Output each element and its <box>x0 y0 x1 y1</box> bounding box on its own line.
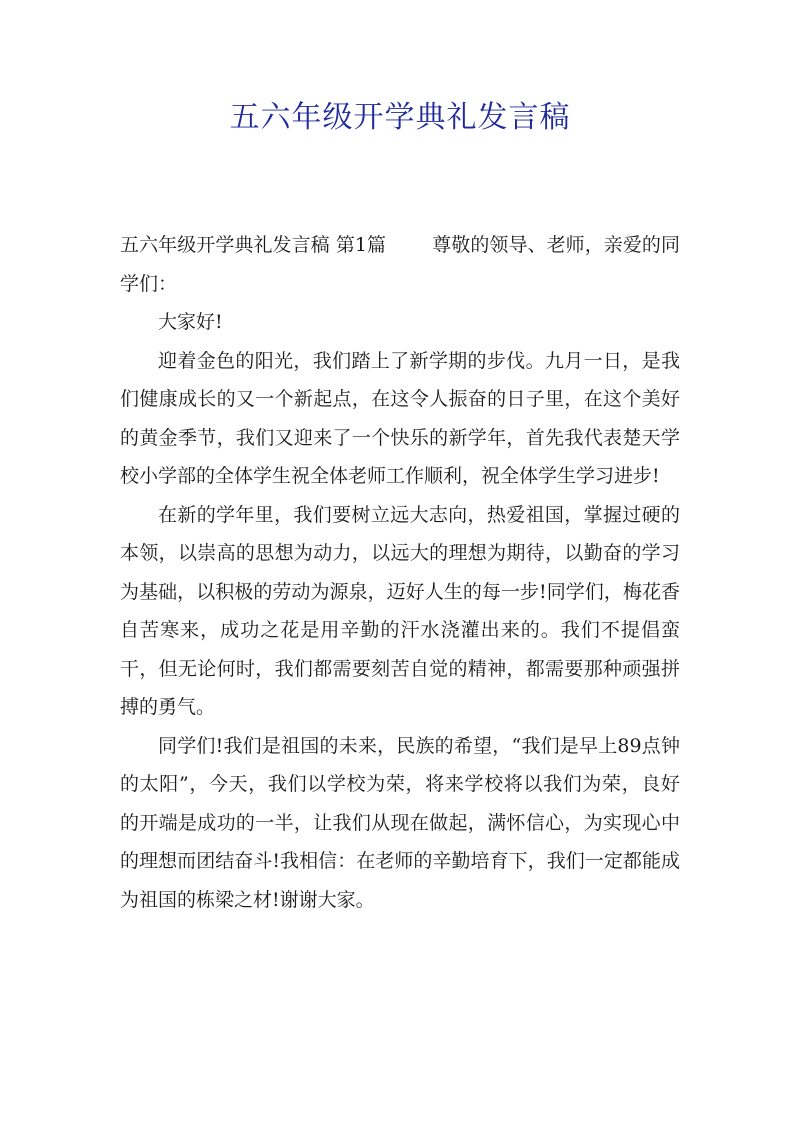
section-heading: 五六年级开学典礼发言稿 第1篇 <box>120 234 387 256</box>
greeting: 大家好! <box>158 311 223 333</box>
document-body <box>120 226 680 919</box>
document-title: 五六年级开学典礼发言稿 <box>229 100 571 135</box>
paragraph-3: 同学们!我们是祖国的未来，民族的希望，“我们是早上89点钟的太阳”，今天，我们以学校为荣，将来学校将以我们为荣，良好的开端是成功的一半，让我们从现在做起，满怀信心，为实现心中的理想而团结奋斗!我相信：在老师的辛勤培育下，我们一定都能成为祖国的栋梁之材!谢谢大家。 <box>120 734 680 911</box>
salutation: 尊敬的领导、老师，亲爱的同学们： <box>120 234 680 295</box>
opening-line <box>120 226 680 303</box>
paragraph-2: 在新的学年里，我们要树立远大志向，热爱祖国，掌握过硬的本领，以崇高的思想为动力，以远大的理想为期待，以勤奋的学习为基础，以积极的劳动为源泉，迈好人生的每一步!同学们，梅花香自苦寒来，成功之花是用辛勤的汗水浇灌出来的。我们不提倡蛮干，但无论何时，我们都需要刻苦自觉的精神，都需要那种顽强拼搏的勇气。 <box>120 503 680 718</box>
paragraph-1: 迎着金色的阳光，我们踏上了新学期的步伐。九月一日，是我们健康成长的又一个新起点，在这令人振奋的日子里，在这个美好的黄金季节，我们又迎来了一个快乐的新学年，首先我代表楚天学校小学部的全体学生祝全体老师工作顺利，祝全体学生学习进步! <box>120 349 680 487</box>
